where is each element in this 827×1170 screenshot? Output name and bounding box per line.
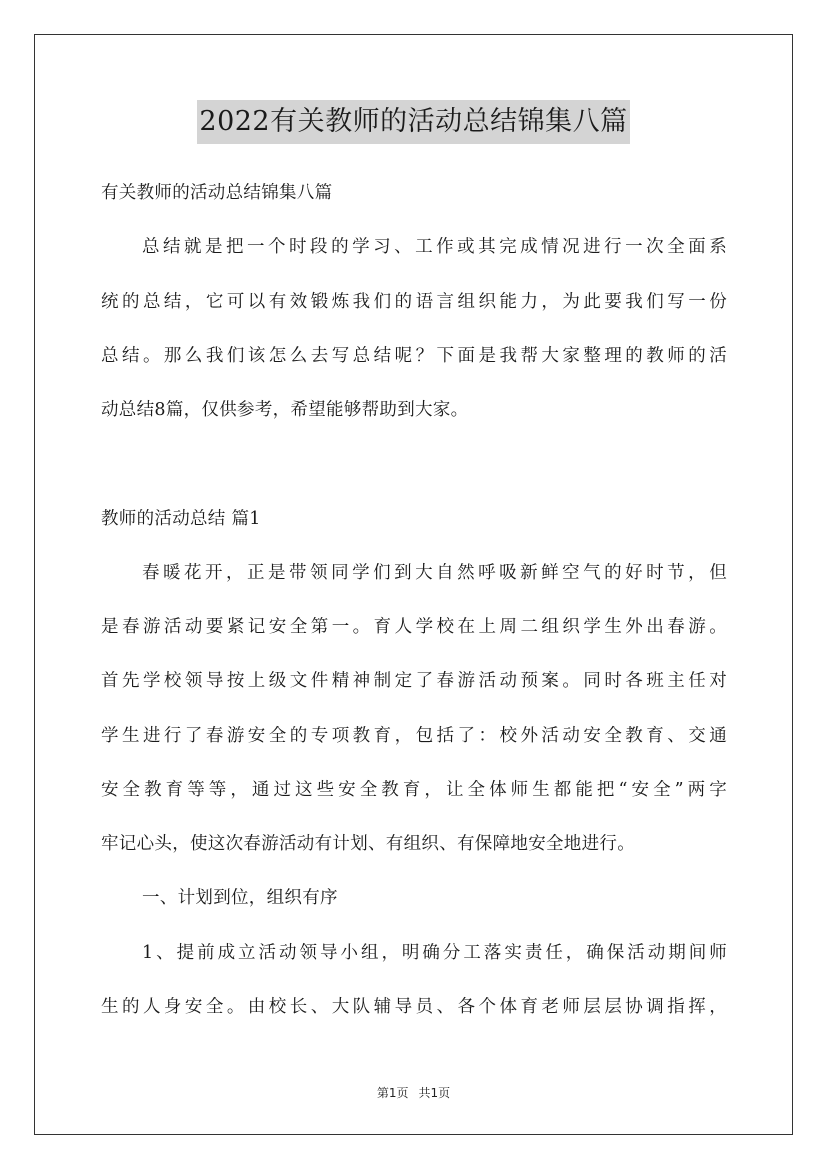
- intro-line-4: 动总结8篇，仅供参考，希望能够帮助到大家。: [101, 400, 469, 420]
- section-line-4: 学生进行了春游安全的专项教育，包括了：校外活动安全教育、交通: [101, 726, 727, 746]
- page-footer: [0, 1084, 827, 1101]
- document-title: 2022有关教师的活动总结锦集八篇: [197, 100, 629, 144]
- document-title-wrapper: [0, 100, 827, 144]
- section-line-3: 首先学校领导按上级文件精神制定了春游活动预案。同时各班主任对: [101, 671, 727, 691]
- page-number-current: 第1页: [376, 1086, 409, 1100]
- subheading: 一、计划到位，组织有序: [142, 888, 338, 908]
- document-subtitle: 有关教师的活动总结锦集八篇: [101, 183, 333, 203]
- section-heading: 教师的活动总结 篇1: [101, 509, 261, 529]
- intro-line-2: 统的总结，它可以有效锻炼我们的语言组织能力，为此要我们写一份: [101, 292, 727, 312]
- item-line-2: 生的人身安全。由校长、大队辅导员、各个体育老师层层协调指挥，: [101, 997, 727, 1017]
- intro-line-3: 总结。那么我们该怎么去写总结呢？下面是我帮大家整理的教师的活: [101, 346, 727, 366]
- section-line-5: 安全教育等等，通过这些安全教育，让全体师生都能把“安全”两字: [101, 780, 727, 800]
- section-line-1: 春暖花开，正是带领同学们到大自然呼吸新鲜空气的好时节，但: [142, 563, 727, 583]
- section-line-6: 牢记心头，使这次春游活动有计划、有组织、有保障地安全地进行。: [101, 834, 635, 854]
- page-number-total: 共1页: [418, 1086, 451, 1100]
- section-line-2: 是春游活动要紧记安全第一。育人学校在上周二组织学生外出春游。: [101, 617, 727, 637]
- item-line-1: 1、提前成立活动领导小组，明确分工落实责任，确保活动期间师: [142, 943, 727, 963]
- intro-line-1: 总结就是把一个时段的学习、工作或其完成情况进行一次全面系: [142, 237, 727, 257]
